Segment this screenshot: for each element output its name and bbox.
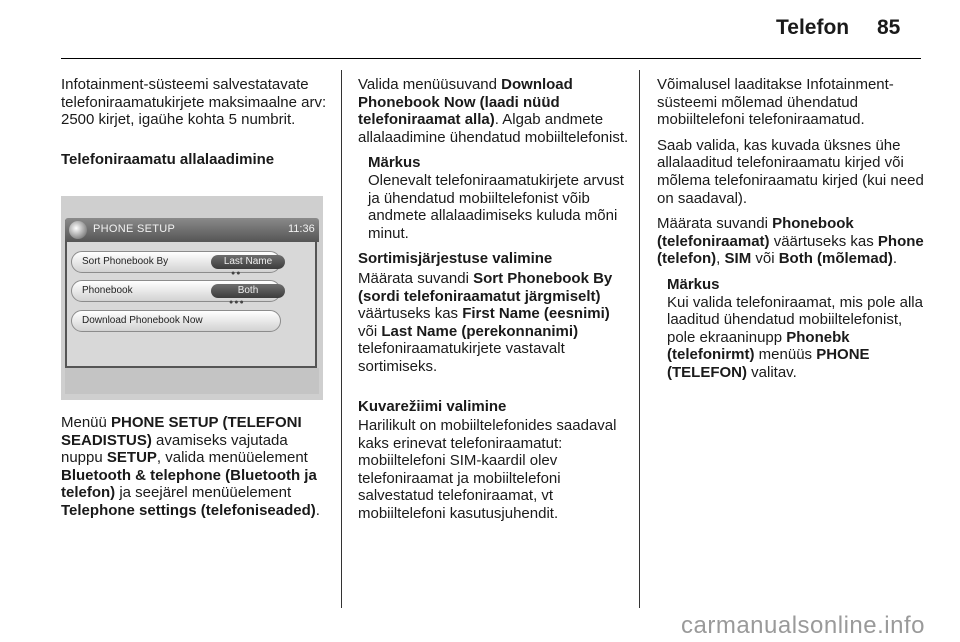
note-text: Kui valida telefoniraamat, mis pole alla laaditud ühendatud mobiiltelefonist, pole ekraaninupp Phonebk (telefonirmt) menüüs PHONE (TELEFON) valitav. (667, 293, 923, 381)
menu-row-sort-phonebook (71, 251, 281, 273)
column-1 (61, 76, 329, 176)
screen-frame-bottom (65, 368, 319, 394)
column-divider-1 (341, 70, 342, 608)
menu-row-value: Last Name (211, 255, 285, 269)
download-both-paragraph: Võimalusel laaditakse Infotainment-süsteemi mõlemad ühendatud mobiiltelefoni telefoniraamatud. (657, 76, 894, 129)
section-heading-sort: Sortimisjärjestuse valimine (358, 250, 553, 268)
column-2 (358, 76, 630, 531)
phonebook-option-paragraph: Määrata suvandi Phonebook (telefoniraamat) väärtuseks kas Phone (telefon), SIM või Both (mõlemad). (657, 215, 924, 268)
note-title: Märkus (667, 275, 720, 293)
choose-display-paragraph: Saab valida, kas kuvada üksnes ühe allalaaditud telefoniraamatu kirjed või mõlema telefoniraamatu kirjed (kui need on saadaval). (657, 136, 924, 207)
menu-row-label: Sort Phonebook By (82, 256, 169, 267)
section-heading-display-mode: Kuvarežiimi valimine (358, 397, 507, 415)
column-1-lower (61, 414, 329, 528)
menu-row-phonebook (71, 280, 281, 302)
page-number: 85 (877, 16, 901, 39)
option-dots-icon: ●● (231, 270, 242, 277)
column-divider-2 (639, 70, 640, 608)
column-3 (657, 76, 925, 390)
setup-instructions: Menüü PHONE SETUP (TELEFONI SEADISTUS) avamiseks vajutada nuppu SETUP, valida menüüelement Bluetooth & telephone (Bluetooth ja telefon) ja seejärel menüüelement Telephone settings (telefoniseaded). (61, 414, 320, 519)
sort-paragraph: Määrata suvandi Sort Phonebook By (sordi telefoniraamatut järgmiselt) väärtuseks kas First Name (eesnimi) või Last Name (perekonnanimi) telefoniraamatukirjete vastavalt sortimiseks. (358, 269, 613, 375)
display-mode-paragraph: Harilikult on mobiiltelefonides saadaval kaks erinevat telefoniraamatut: mobiiltelefoni SIM-kaardil olev telefoniraamat ja mobiiltelefoni salvestatud telefoniraamat, vt mobiiltelefoni kasutusjuhendit. (358, 417, 617, 523)
option-dots-icon: ●●● (229, 299, 245, 306)
menu-row-value: Both (211, 284, 285, 298)
intro-paragraph: Infotainment-süsteemi salvestatavate telefoniraamatukirjete maksimaalne arv: 2500 kirjet, igaühe kohta 5 numbrit. (61, 76, 327, 129)
note-block (368, 154, 630, 242)
menu-row-label: Phonebook (82, 285, 133, 296)
download-paragraph: Valida menüüsuvand Download Phonebook Now (laadi nüüd telefoniraamat alla). Algab andmete allalaadimine ühendatud mobiiltelefonist. (358, 76, 629, 146)
note-text: Olenevalt telefoniraamatukirjete arvust ja ühendatud mobiiltelefonist võib andmete allalaadimiseks kuluda mõni minut. (368, 171, 624, 242)
watermark-text: carmanualsonline.info (681, 612, 925, 639)
screen-title: PHONE SETUP (93, 223, 176, 235)
menu-row-label: Download Phonebook Now (82, 315, 203, 326)
page-title: Telefon (776, 16, 850, 39)
brand-logo-icon (69, 221, 87, 239)
menu-row-download-phonebook (71, 310, 281, 332)
header-divider (61, 58, 921, 59)
phone-setup-screen-image (61, 196, 323, 400)
note-block (667, 276, 925, 382)
screen-clock: 11:36 (288, 223, 315, 235)
note-title: Märkus (368, 154, 421, 172)
section-heading-download: Telefoniraamatu allalaadimine (61, 150, 275, 168)
